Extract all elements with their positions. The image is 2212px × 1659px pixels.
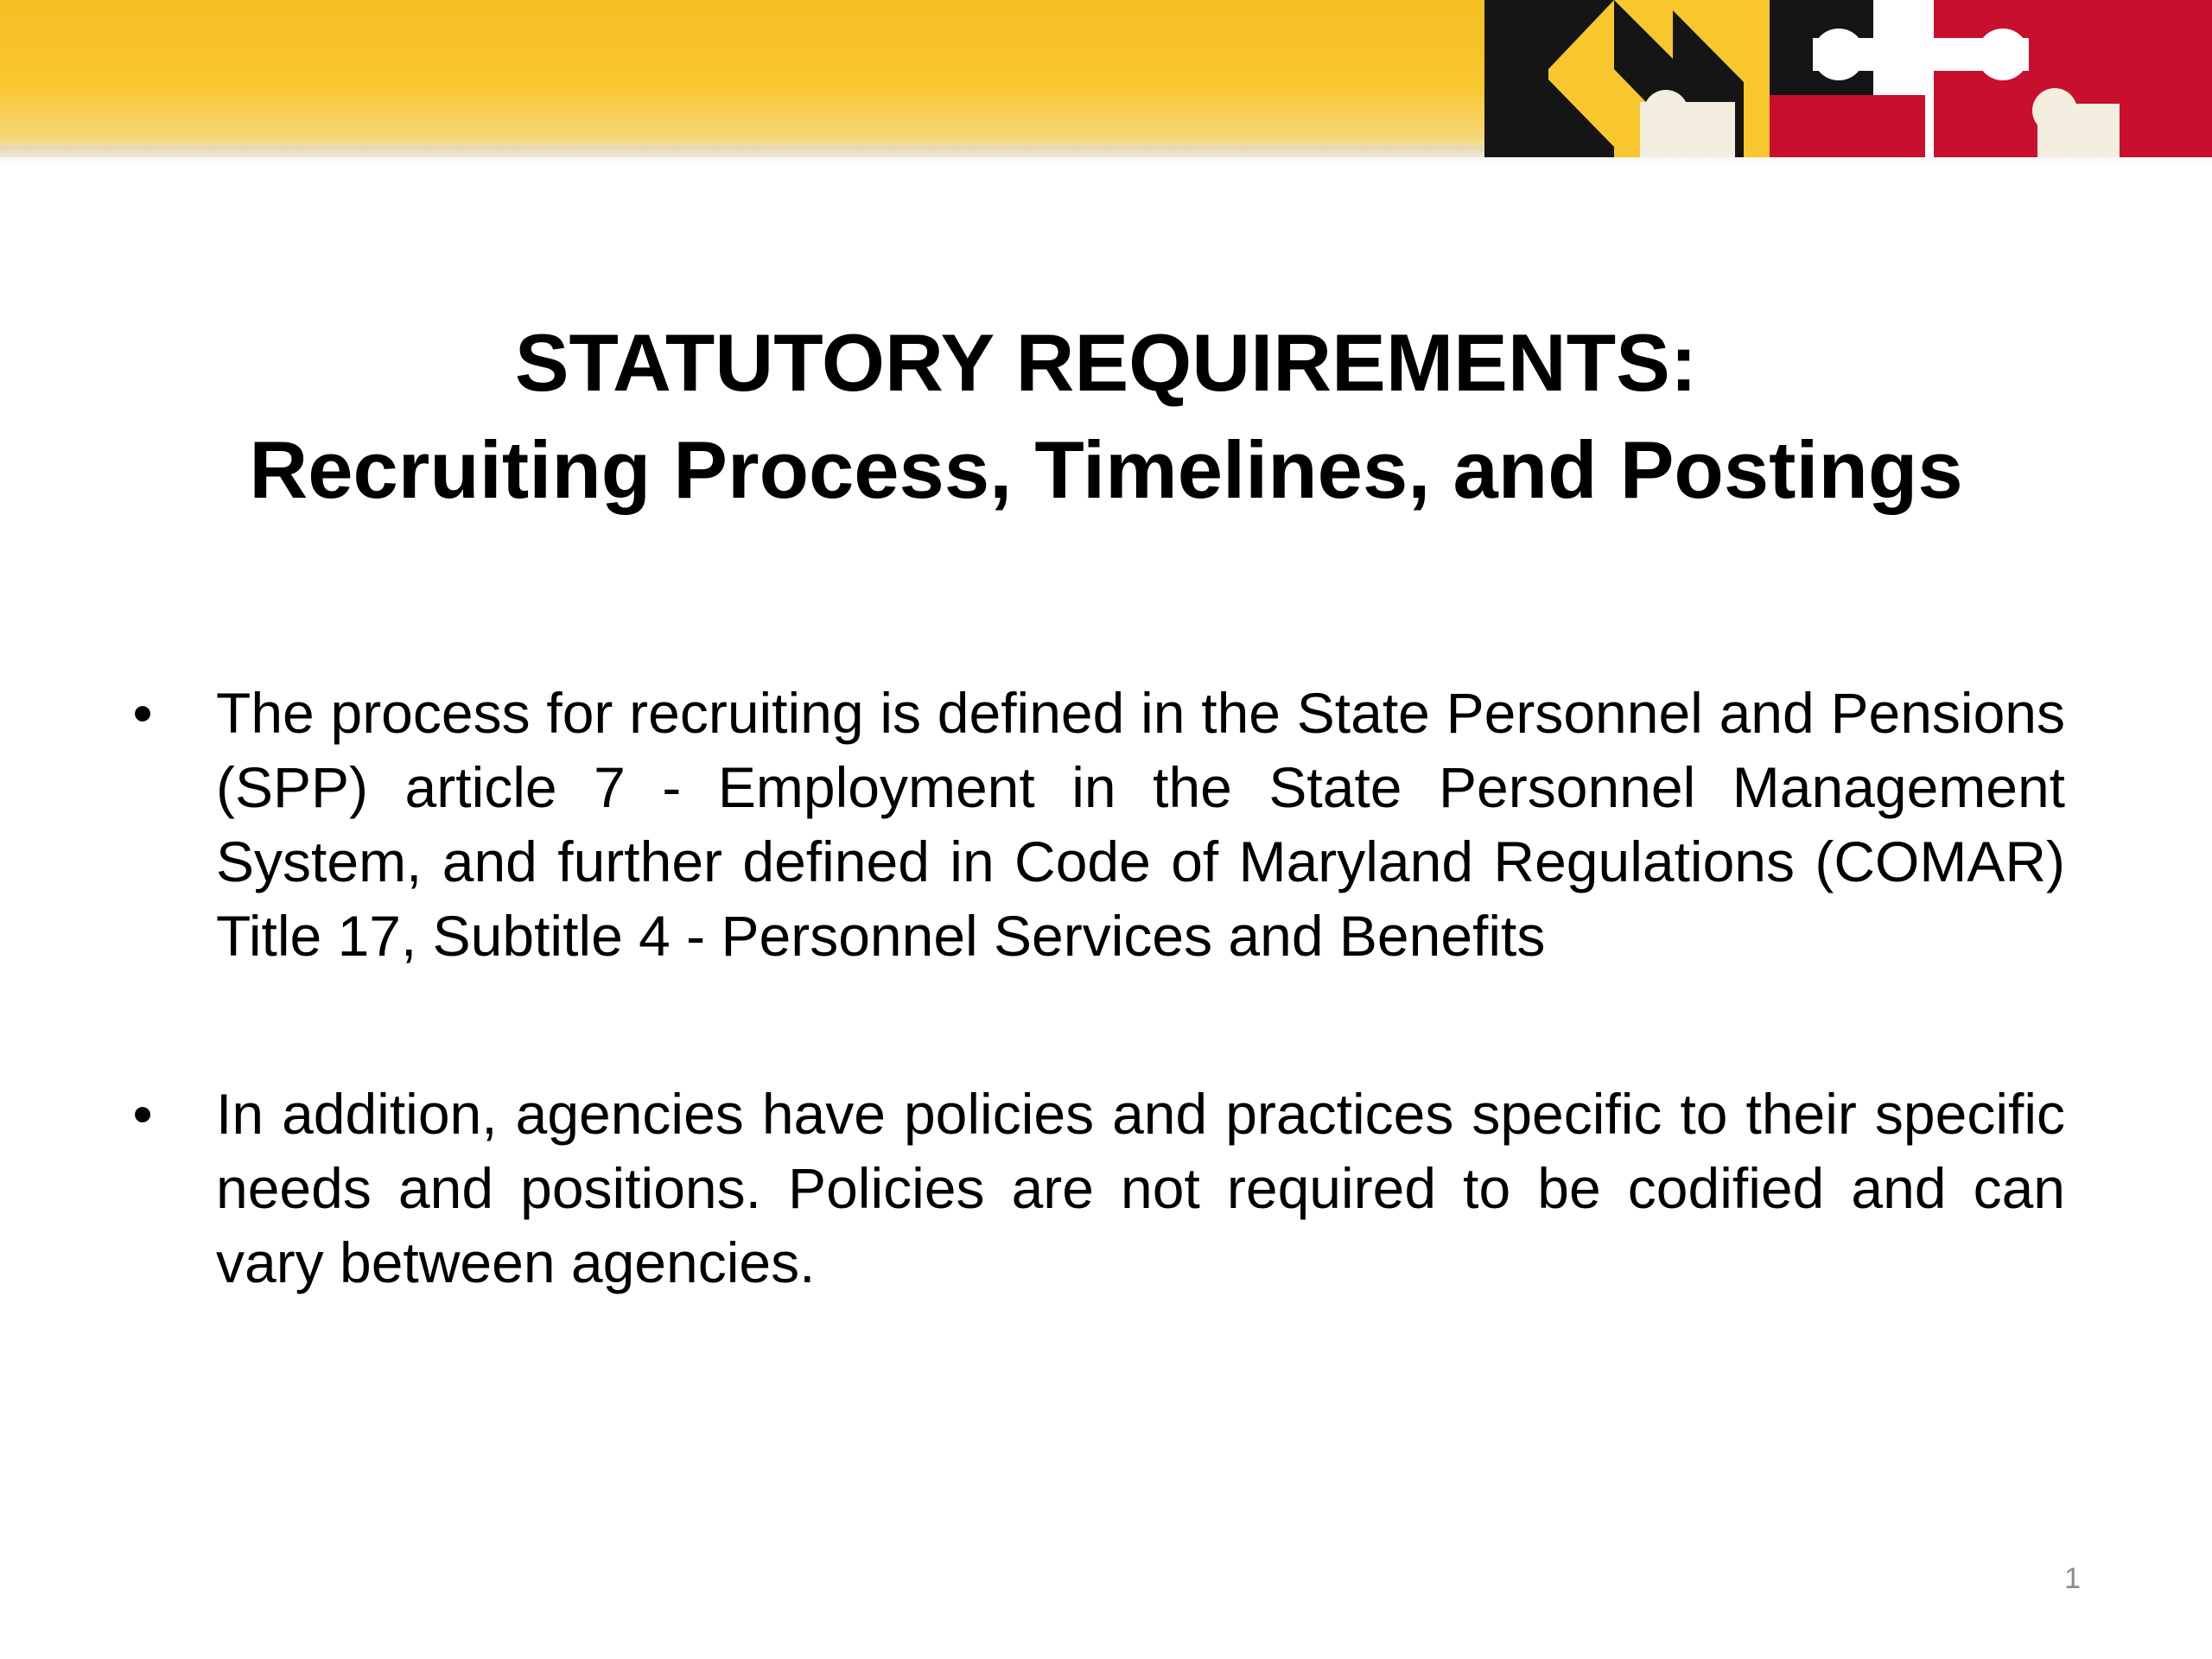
bullet-list <box>130 676 2065 1300</box>
slide-number: 1 <box>2064 1562 2081 1595</box>
bullet-text: The process for recruiting is defined in the State Personnel and Pensions (SPP) article 7 - Employment in the State Personnel Management System, and further defined in Code of Maryland Regulations (COMAR) Title 17, Subtitle 4 - Personnel Services and Benefits <box>216 681 2065 968</box>
bullet-marker: • <box>132 1082 153 1146</box>
maryland-flag-icon <box>1484 0 2212 157</box>
slide-title <box>0 309 2212 524</box>
slide-title-line1: STATUTORY REQUIREMENTS: <box>514 317 1698 408</box>
bullet-text: In addition, agencies have policies and practices specific to their specific needs and positions. Policies are not required to be codified and can vary between agencies. <box>216 1082 2065 1294</box>
bullet-marker: • <box>132 681 153 745</box>
bullet-item <box>130 1077 2065 1300</box>
slide-title-line2: Recruiting Process, Timelines, and Postings <box>249 424 1963 515</box>
bullet-item <box>130 676 2065 973</box>
